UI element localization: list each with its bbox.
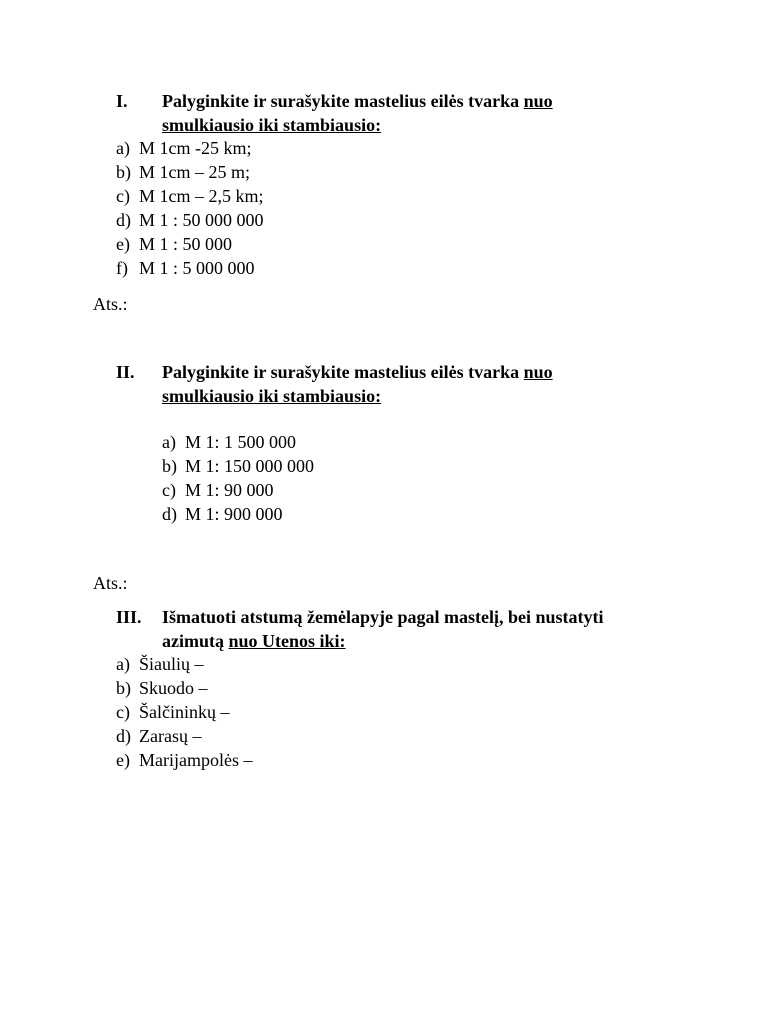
list-item-label: d) [116, 210, 131, 230]
list-item-text: M 1cm – 25 m; [139, 162, 250, 182]
list-item-label: c) [116, 186, 130, 206]
list-item-label: b) [116, 162, 131, 182]
list-item-label: d) [116, 726, 131, 746]
list-item-label: a) [116, 654, 130, 674]
list-item-text: M 1 : 50 000 [139, 234, 233, 254]
list-item-text: M 1: 90 000 [185, 480, 274, 500]
list-item-text: M 1 : 5 000 000 [139, 258, 255, 278]
section-2-heading-line-2: smulkiausio iki stambiausio: [162, 386, 382, 406]
list-item-label: a) [116, 138, 130, 158]
section-1-number: I. [116, 91, 128, 111]
section-2-heading-line-1 [162, 360, 553, 384]
list-item-text: Šalčininkų – [139, 702, 230, 722]
list-item-text: M 1: 150 000 000 [185, 456, 315, 476]
section-1-answer-label: Ats.: [93, 294, 128, 314]
section-2-heading-underlined-start: nuo [523, 362, 553, 382]
list-item-label: c) [162, 480, 176, 500]
list-item-label: d) [162, 504, 177, 524]
list-item-label: b) [116, 678, 131, 698]
section-3-number: III. [116, 607, 142, 627]
list-item-text: M 1: 900 000 [185, 504, 283, 524]
section-1-heading-text: Palyginkite ir surašykite mastelius eilės tvarka [162, 91, 524, 111]
list-item-text: Zarasų – [139, 726, 202, 746]
list-item-label: a) [162, 432, 176, 452]
list-item-text: M 1: 1 500 000 [185, 432, 297, 452]
list-item-text: Skuodo – [139, 678, 208, 698]
section-1-heading-underlined-start: nuo [523, 91, 553, 111]
list-item-text: M 1cm -25 km; [139, 138, 252, 158]
list-item-text: M 1 : 50 000 000 [139, 210, 264, 230]
list-item-text: Šiaulių – [139, 654, 204, 674]
section-1-heading-line-2: smulkiausio iki stambiausio: [162, 115, 382, 135]
section-3-heading-line-2 [162, 629, 346, 653]
list-item-text: Marijampolės – [139, 750, 253, 770]
list-item-label: f) [116, 258, 128, 278]
list-item-label: e) [116, 234, 130, 254]
list-item-label: c) [116, 702, 130, 722]
section-3-heading-text: azimutą [162, 631, 229, 651]
section-2-heading-text: Palyginkite ir surašykite mastelius eilės tvarka [162, 362, 524, 382]
section-2-answer-label: Ats.: [93, 573, 128, 593]
section-2-number: II. [116, 362, 135, 382]
list-item-text: M 1cm – 2,5 km; [139, 186, 264, 206]
list-item-label: b) [162, 456, 177, 476]
section-3-heading-underlined: nuo Utenos iki: [228, 631, 346, 651]
section-3-heading-line-1: Išmatuoti atstumą žemėlapyje pagal mastelį, bei nustatyti [162, 607, 604, 627]
list-item-label: e) [116, 750, 130, 770]
section-1-heading-line-1 [162, 89, 553, 113]
